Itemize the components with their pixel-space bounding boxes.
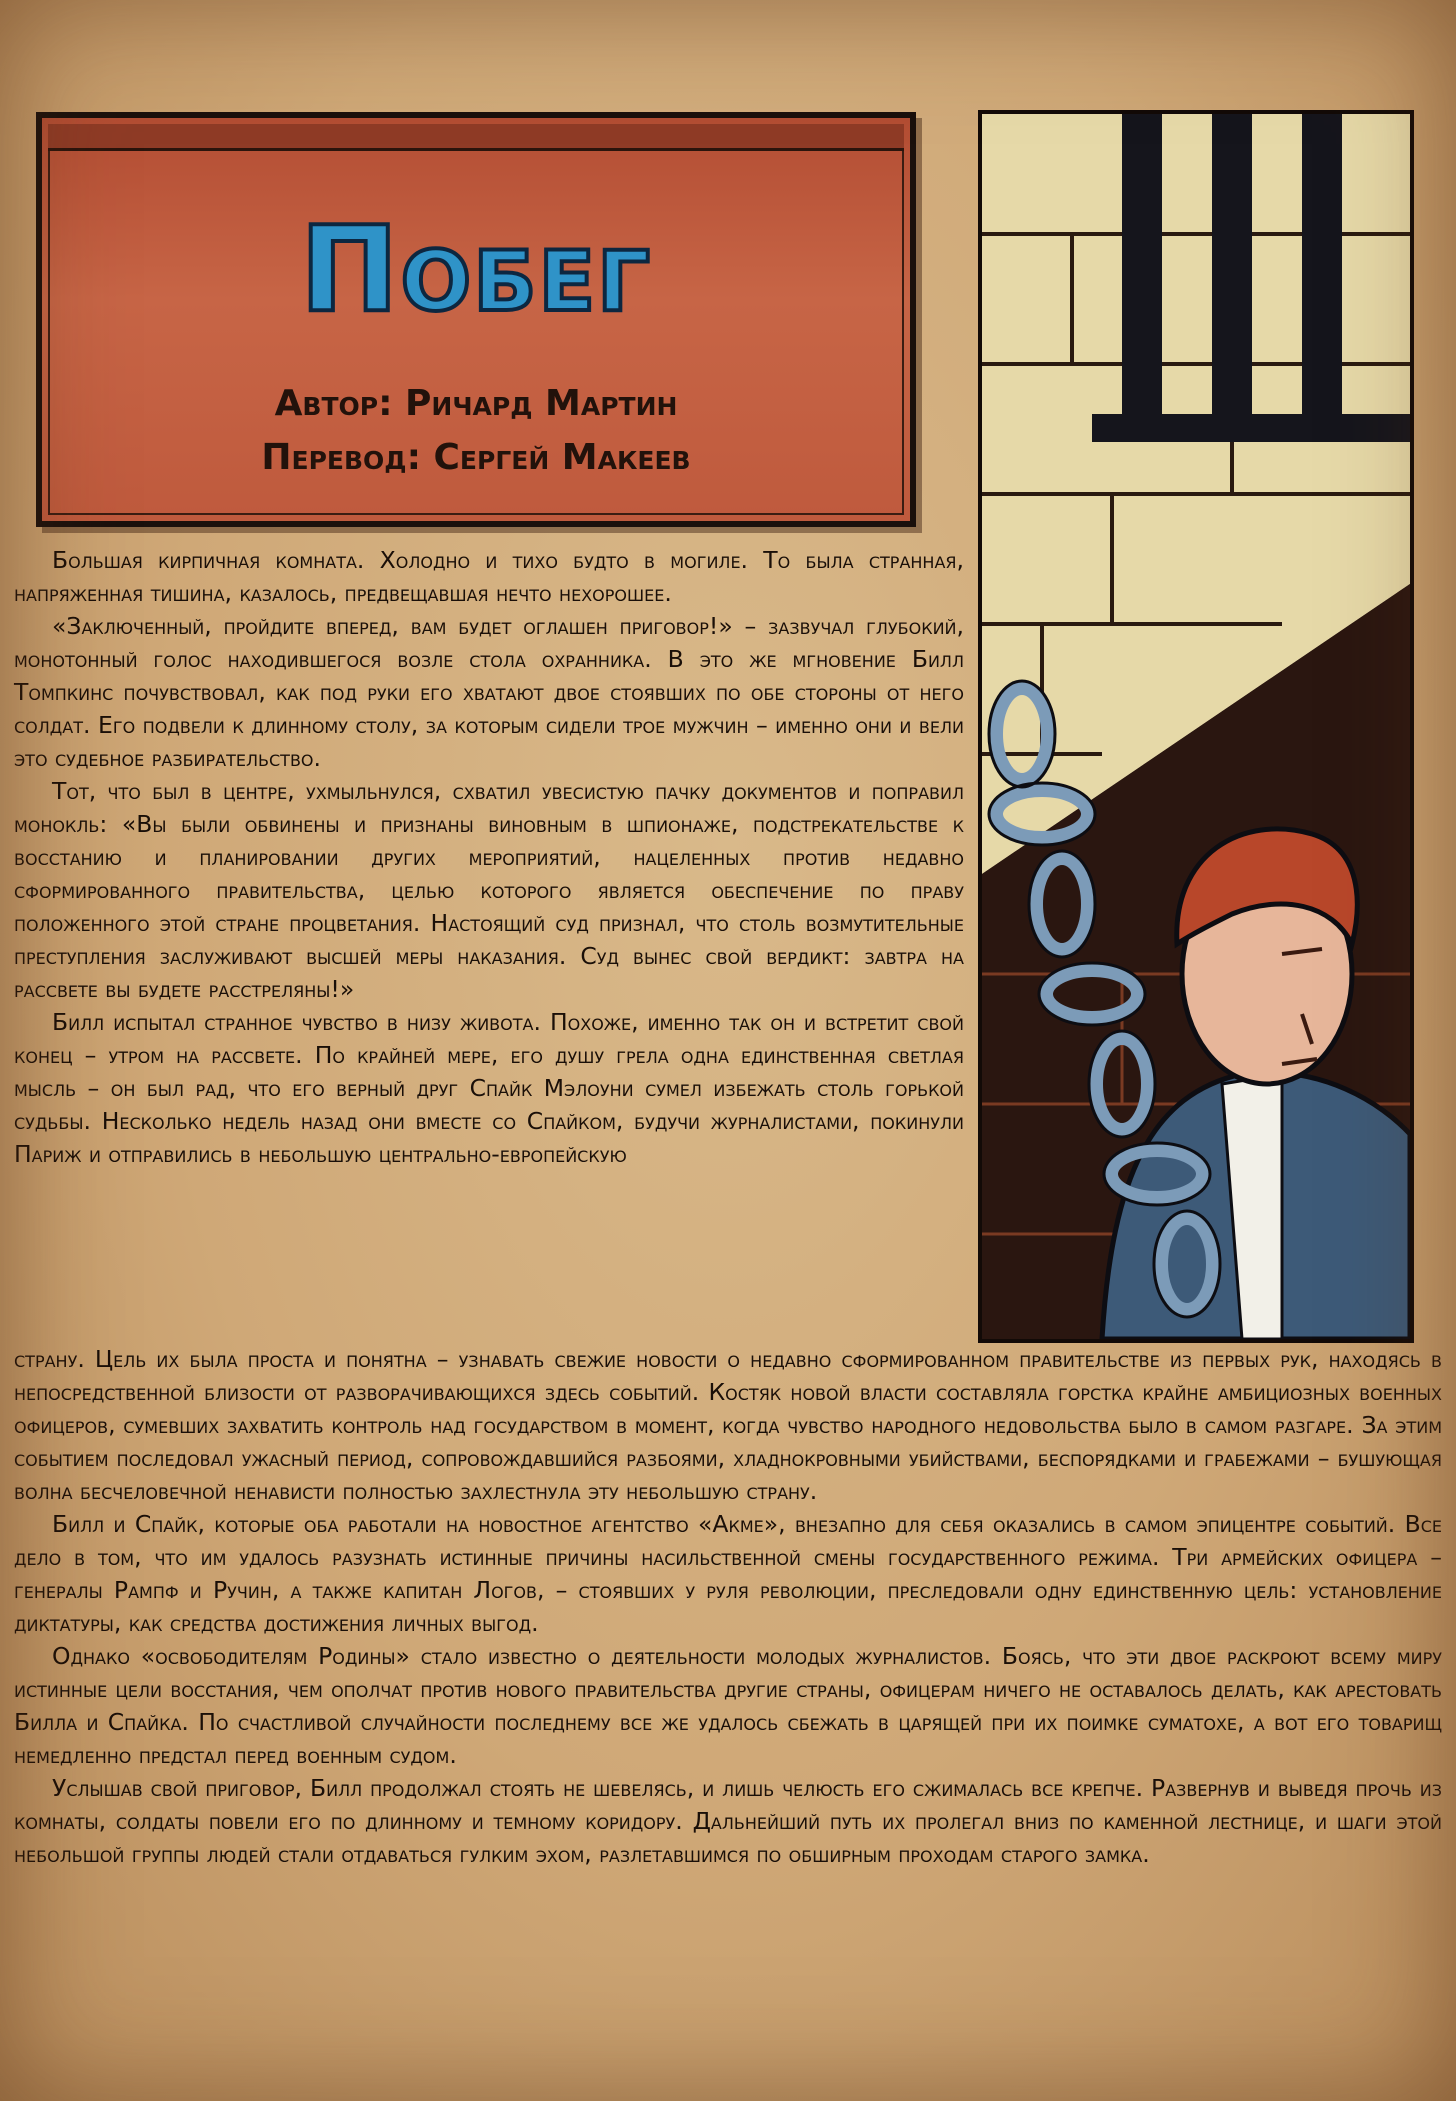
paragraph: Однако «освободителям Родины» стало известно о деятельности молодых журналистов. Боясь, что эти двое раскроют всему миру истинные цели восстания, чем ополчат против нового правительства другие страны, офицерам ничего не оставалось делать, как арестовать Билла и Спайка. По счастливой случайности последнему все же удалось сбежать в царящей при их поимке суматохе, а вот его товарищ немедленно предстал перед военным судом. [14,1642,1442,1769]
comic-panel-prisoner-icon [982,114,1410,1339]
title-panel [36,112,916,527]
title-panel-strip [48,124,904,151]
paragraph: Билл и Спайк, которые оба работали на новостное агентство «Акме», внезапно для себя оказались в самом эпицентре событий. Все дело в том, что им удалось разузнать истинные причины насильственной смены государственного режима. Три армейских офицера – генералы Рампф и Ручин, а также капитан Логов, – стоявших у руля революции, преследовали одну единственную цель: установление диктатуры, как средства достижения личных выгод. [14,1510,1442,1637]
story-text-narrow [14,544,964,1171]
author-credit: Автор: Ричард Мартин [274,383,678,424]
story-text-wide [14,1343,1442,1871]
paragraph: Большая кирпичная комната. Холодно и тихо будто в могиле. То была странная, напряженная тишина, казалось, предвещавшая нечто нехорошее. [14,546,964,607]
story-title: Побег [299,200,653,338]
translator-credit: Перевод: Сергей Макеев [261,437,691,478]
comic-illustration [978,110,1414,1343]
paragraph: Услышав свой приговор, Билл продолжал стоять не шевелясь, и лишь челюсть его сжималась все крепче. Развернув и выведя прочь из комнаты, солдаты повели его по длинному и темному коридору. Дальнейший путь их пролегал вниз по каменной лестнице, и шаги этой небольшой группы людей стали отдаваться гулким эхом, разлетавшимся по обширным проходам старого замка. [14,1774,1442,1868]
paragraph: «Заключенный, пройдите вперед, вам будет оглашен приговор!» – зазвучал глубокий, монотонный голос находившегося возле стола охранника. В это же мгновение Билл Томпкинс почувствовал, как под руки его хватают двое стоявших по обе стороны от него солдат. Его подвели к длинному столу, за которым сидели трое мужчин – именно они и вели это судебное разбирательство. [14,612,964,772]
paragraph: Тот, что был в центре, ухмыльнулся, схватил увесистую пачку документов и поправил монокль: «Вы были обвинены и признаны виновным в шпионаже, подстрекательстве к восстанию и планировании других мероприятий, нацеленных против недавно сформированного правительства, целью которого является обеспечение по праву положенного этой стране процветания. Настоящий суд признал, что столь возмутительные преступления заслуживают высшей меры наказания. Суд вынес свой вердикт: завтра на рассвете вы будете расстреляны!» [14,777,964,1003]
paragraph: Билл испытал странное чувство в низу живота. Похоже, именно так он и встретит свой конец – утром на рассвете. По крайней мере, его душу грела одна единственная светлая мысль – он был рад, что его верный друг Спайк Мэлоуни сумел избежать столь горькой судьбы. Несколько недель назад они вместе со Спайком, будучи журналистами, покинули Париж и отправились в небольшую центрально-европейскую [14,1008,964,1168]
paragraph: страну. Цель их была проста и понятна – узнавать свежие новости о недавно сформированном правительстве из первых рук, находясь в непосредственной близости от разворачивающихся здесь событий. Костяк новой власти составляла горстка крайне амбициозных военных офицеров, сумевших захватить контроль над государством в момент, когда чувство народного недовольства было в самом разгаре. За этим событием последовал ужасный период, сопровождавшийся разбоями, хладнокровными убийствами, беспорядками и грабежами – бушующая волна бесчеловечной ненависти полностью захлестнула эту небольшую страну. [14,1345,1442,1505]
